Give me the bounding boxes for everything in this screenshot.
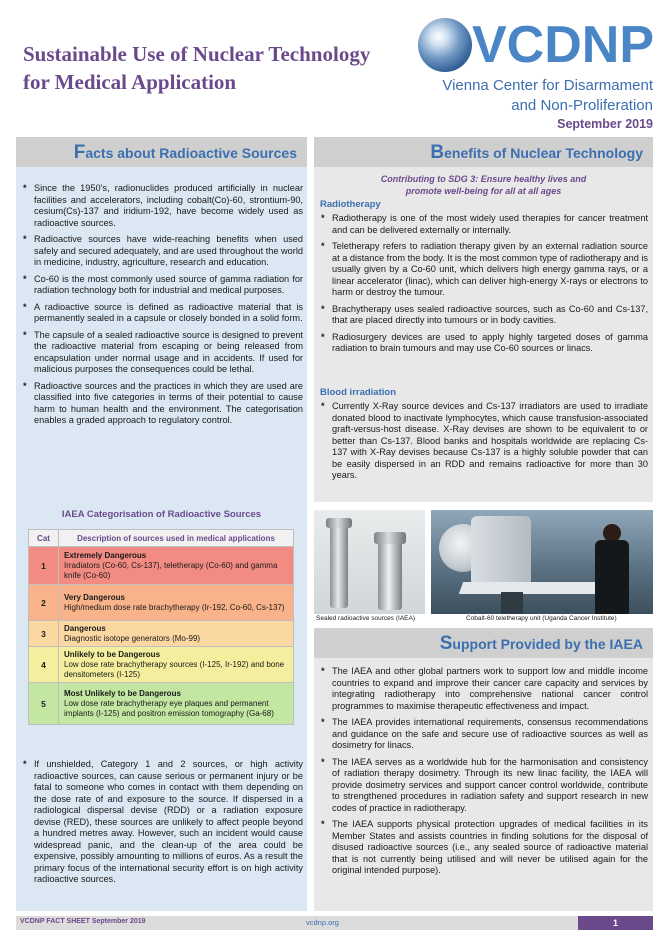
footer bbox=[16, 916, 653, 930]
facts-bullet: * Co-60 is the most commonly used source of gamma radiation for radiation technology both for industrial and medical purposes. bbox=[22, 274, 303, 297]
support-bullet: * The IAEA serves as a worldwide hub for the harmonisation and consistency of radiation therapy dosimetry. Through its new linac facility, the IAEA will provide dosimetry services and support cancer control worldwide, contribute to strengthened procedures in radiation safety and support research in new codes of practice in radiotherapy. bbox=[320, 757, 648, 815]
sealed-source-capsule bbox=[374, 532, 406, 544]
category-description bbox=[59, 621, 294, 647]
category-number: 2 bbox=[29, 585, 59, 621]
facts-panel bbox=[16, 137, 307, 911]
category-title: Very Dangerous bbox=[64, 592, 125, 602]
org-name-line-1: Vienna Center for Disarmament bbox=[442, 77, 653, 94]
category-title: Dangerous bbox=[64, 623, 106, 633]
radiotherapy-bullet: * Brachytherapy uses sealed radioactive sources, such as Co-60 and Cs-137, that are placed directly into tumours or in body cavities. bbox=[320, 304, 648, 327]
support-bullet: * The IAEA and other global partners work to support low and middle income countries to expand and improve their cancer care capacity and services by integrating radiotherapy into comprehensive national cancer control programmes to maximise therapeutic effectiveness and impact. bbox=[320, 666, 648, 712]
radiotherapy-list bbox=[320, 213, 648, 360]
facts-bullet: * If unshielded, Category 1 and 2 sources, or high activity radioactive sources, can cause serious or permanent injury or be fatal to someone who comes in contact with them depending on the dose rate of and exposure to the source. If dispersed in a radiological dispersal devise (RDD) or a radiation exposure devise (RED), these sources are unlikely to affect people beyond a hundred metres away. However, such an incident would cause widespread panic, and the clean-up of the area could be expensive, possibly amounting to millions of euros. As a result the primary focus of the international security effort is on high activity radioactive sources. bbox=[22, 759, 303, 886]
page-title bbox=[23, 40, 403, 96]
footer-website-link[interactable]: vcdnp.org bbox=[306, 918, 339, 927]
blood-irradiation-heading: Blood irradiation bbox=[320, 387, 396, 398]
support-bullet: * The IAEA supports physical protection upgrades of medical facilities in its Member States and assists countries in finding solutions for the disposal of disused radioactive sources (i.e., any sealed source of radioactive material that is not currently being utilised and will never be utilised again for the original intended purpose). bbox=[320, 819, 648, 877]
benefits-heading-text: enefits of Nuclear Technology bbox=[444, 145, 643, 161]
category-description bbox=[59, 683, 294, 725]
sdg-subtitle-line-2: promote well-being for all at all ages bbox=[405, 185, 562, 196]
blood-irradiation-bullet: * Currently X-Ray source devices and Cs-137 irradiators are used to irradiate donated blood to inactivate lymphocytes, which cause transfusion-associated graft-versus-host disease. X-Ray devises are shown to be equivalent to or better than Cs-137. Blood banks and hospitals worldwide are replacing Cs-137 with X-Ray devises because Cs-137 is a highly soluble powder that can be easily dispersed in an RDD and remains radioactive for more than 30 years. bbox=[320, 401, 648, 482]
photo-caption-teletherapy: Cobalt-60 teletherapy unit (Uganda Cancer Institute) bbox=[466, 615, 617, 622]
support-heading-text: upport Provided by the IAEA bbox=[452, 636, 643, 652]
logo-text: VCDNP bbox=[472, 16, 655, 74]
publication-date: September 2019 bbox=[557, 117, 653, 131]
category-title: Extremely Dangerous bbox=[64, 550, 147, 560]
category-description bbox=[59, 585, 294, 621]
support-heading-initial: S bbox=[439, 633, 453, 654]
category-table-title: IAEA Categorisation of Radioactive Sources bbox=[61, 509, 262, 520]
title-line-1: Sustainable Use of Nuclear Technology bbox=[23, 42, 371, 66]
support-panel bbox=[314, 628, 653, 911]
radiotherapy-bullet: * Teletherapy refers to radiation therapy given by an external radiation source at a distance from the body. It is the most common type of radiotherapy and is usually given by a Co-60 unit, which delivers high energy gamma rays, or a linear accelerator (linac), which can deliver high-energy X-rays or electrons to harm or destroy the tumour. bbox=[320, 241, 648, 299]
table-row bbox=[29, 547, 294, 585]
page-number: 1 bbox=[578, 916, 653, 930]
sealed-sources-photo bbox=[314, 510, 425, 614]
category-number: 1 bbox=[29, 547, 59, 585]
category-detail: Irradiators (Co-60, Cs-137), teletherapy (Co-60) and gamma knife (Co-60) bbox=[64, 560, 278, 580]
vcdnp-logo bbox=[418, 14, 656, 76]
support-bullet: * The IAEA provides international requirements, consensus recommendations and guidance on the safe and secure use of radioactive sources as well as dosimetry for linacs. bbox=[320, 717, 648, 752]
table-row bbox=[29, 621, 294, 647]
table-header-cat: Cat bbox=[29, 530, 59, 547]
facts-list bbox=[22, 183, 303, 432]
category-number: 5 bbox=[29, 683, 59, 725]
category-title: Unlikely to be Dangerous bbox=[64, 649, 161, 659]
treatment-couch bbox=[459, 582, 603, 594]
facts-bullet: * Radioactive sources have wide-reaching benefits when used safely and secured adequately, and are used throughout the world in medicine, industry, agriculture, research and education. bbox=[22, 234, 303, 269]
photo-caption-sealed-sources: Sealed radioactive sources (IAEA) bbox=[316, 615, 415, 622]
footer-label: VCDNP FACT SHEET September 2019 bbox=[20, 918, 146, 925]
benefits-panel bbox=[314, 137, 653, 502]
category-description bbox=[59, 547, 294, 585]
category-number: 4 bbox=[29, 647, 59, 683]
facts-bullet: * A radioactive source is defined as radioactive material that is permanently sealed in a capsule or closely bonded in a solid form. bbox=[22, 302, 303, 325]
category-title: Most Unlikely to be Dangerous bbox=[64, 688, 181, 698]
facts-heading-initial: F bbox=[73, 142, 86, 163]
radiotherapy-bullet: * Radiotherapy is one of the most widely used therapies for cancer treatment and can be delivered externally or internally. bbox=[320, 213, 648, 236]
radiotherapy-bullet: * Radiosurgery devices are used to apply highly targeted doses of gamma radiation to brain tumours and may use Co-60 sources or linacs. bbox=[320, 332, 648, 355]
category-number: 3 bbox=[29, 621, 59, 647]
category-detail: Low dose rate brachytherapy sources (I-125, Ir-192) and bone densitometers (I-125) bbox=[64, 659, 285, 679]
radiotherapy-heading: Radiotherapy bbox=[320, 199, 381, 210]
category-table bbox=[28, 529, 294, 725]
sealed-source-capsule bbox=[326, 518, 352, 528]
staff-person-body bbox=[595, 540, 629, 614]
table-row bbox=[29, 585, 294, 621]
category-detail: High/medium dose rate brachytherapy (Ir-192, Co-60, Cs-137) bbox=[64, 602, 285, 612]
support-heading bbox=[314, 628, 653, 658]
category-detail: Diagnostic isotope generators (Mo-99) bbox=[64, 633, 201, 643]
facts-bullet: * Since the 1950’s, radionuclides produced artificially in nuclear facilities and accelerators, including cobalt(Co)-60, strontium-90, cesium(Cs)-137 and iridium-192, have become widely used as radioactive sources. bbox=[22, 183, 303, 229]
treatment-couch-base bbox=[501, 592, 523, 614]
support-list bbox=[320, 666, 648, 882]
facts-bullet: * The capsule of a sealed radioactive source is designed to prevent the radioactive material from escaping or being released from encapsulation under normal usage and in accidents. If used for malicious purposes the consequences could be lethal. bbox=[22, 330, 303, 376]
title-line-2: for Medical Application bbox=[23, 70, 237, 94]
facts-heading bbox=[16, 137, 307, 167]
facts-list-2 bbox=[22, 759, 303, 891]
category-detail: Low dose rate brachytherapy eye plaques and permanent implants (I-125) and positron emission tomography (Ga-68) bbox=[64, 698, 274, 718]
table-header-row bbox=[29, 530, 294, 547]
teletherapy-gantry bbox=[471, 516, 531, 586]
facts-bullet: * Radioactive sources and the practices in which they are used are classified into five categories in terms of their potential to cause harm to human health and the environment. The categorisation enables a graded approach to regulatory control. bbox=[22, 381, 303, 427]
table-row bbox=[29, 683, 294, 725]
benefits-heading-initial: B bbox=[430, 142, 445, 163]
teletherapy-unit-photo bbox=[431, 510, 653, 614]
category-description bbox=[59, 647, 294, 683]
org-name-line-2: and Non-Proliferation bbox=[511, 97, 653, 114]
globe-icon bbox=[418, 18, 472, 72]
sdg-subtitle bbox=[314, 174, 653, 197]
table-header-description: Description of sources used in medical applications bbox=[59, 530, 294, 547]
facts-heading-text: acts about Radioactive Sources bbox=[85, 145, 297, 161]
blood-irradiation-list bbox=[320, 401, 648, 487]
sdg-subtitle-line-1: Contributing to SDG 3: Ensure healthy lives and bbox=[380, 174, 587, 184]
sealed-source-capsule bbox=[378, 540, 402, 610]
sealed-source-capsule bbox=[330, 524, 348, 608]
benefits-heading bbox=[314, 137, 653, 167]
table-row bbox=[29, 647, 294, 683]
